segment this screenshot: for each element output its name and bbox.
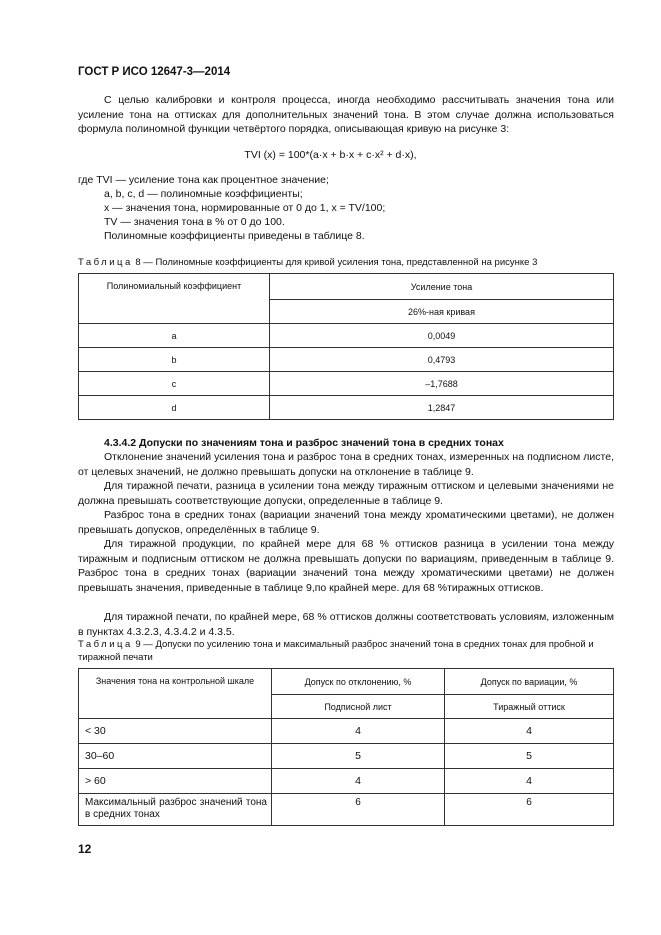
table-row bbox=[79, 769, 614, 794]
where-line: Полиномные коэффициенты приведены в таблице 8. bbox=[104, 230, 365, 242]
table9-col1-header: Значения тона на контрольной шкале bbox=[79, 669, 272, 719]
table-row bbox=[79, 348, 614, 372]
table-row bbox=[79, 744, 614, 769]
table9-row-label: Максимальный разброс значений тона в средних тонах bbox=[79, 794, 272, 826]
table8-value: 0,0049 bbox=[270, 324, 614, 348]
table8-caption-label: Таблица bbox=[78, 257, 133, 268]
section-paragraph: Для тиражной печати, разница в усилении тона между тиражным оттиском и целевыми значениями не должна превышать соответствующие допуски, определенные в таблице 9. bbox=[78, 480, 614, 507]
table-9 bbox=[78, 668, 614, 826]
table9-dev-value: 4 bbox=[272, 769, 445, 794]
table9-col3-header: Допуск по вариации, % bbox=[445, 669, 614, 695]
table8-coef: c bbox=[79, 372, 270, 396]
section-paragraph: Для тиражной продукции, по крайней мере для 68 % оттисков разница в усилении тона между тиражным и подписным оттиском не должна превышать допуски по вариациям, приведенным в таблице 9. Разброс тона в средних тонах (вариации значений тона между хроматическими цветами) не должен превышать значения, приведенные в таблице 9,по крайней мере. для 68 %тиражных оттисков. bbox=[78, 538, 614, 594]
table8-value: –1,7688 bbox=[270, 372, 614, 396]
table-8 bbox=[78, 273, 614, 420]
table-row bbox=[79, 719, 614, 744]
where-line: x — значения тона, нормированные от 0 до 1, x = TV/100; bbox=[104, 202, 386, 214]
document-header: ГОСТ Р ИСО 12647-3—2014 bbox=[78, 66, 231, 78]
table-row bbox=[79, 396, 614, 420]
table9-caption-text: 9 — Допуски по усилению тона и максимальный разброс значений тона в средних тонах для пробной и тиражной печати bbox=[78, 639, 594, 663]
table9-col2-subheader: Подписной лист bbox=[272, 695, 445, 719]
table8-caption bbox=[78, 256, 614, 269]
table8-value: 0,4793 bbox=[270, 348, 614, 372]
page-number: 12 bbox=[78, 842, 92, 856]
table8-coef: d bbox=[79, 396, 270, 420]
section-paragraph: Разброс тона в средних тонах (вариации значений тона между хроматическими цветами), не должен превышать допусков, определённых в таблице 9. bbox=[78, 509, 614, 536]
where-line: где TVI — усиление тона как процентное значение; bbox=[78, 174, 329, 186]
table9-row-label: > 60 bbox=[79, 769, 272, 794]
table9-col3-subheader: Тиражный оттиск bbox=[445, 695, 614, 719]
section-heading: 4.3.4.2 Допуски по значениям тона и разброс значений тона в средних тонах bbox=[104, 437, 504, 449]
table-row bbox=[79, 372, 614, 396]
section-paragraph: Для тиражной печати, по крайней мере, 68 % оттисков должны соответствовать условиям, изложенным в пунктах 4.3.2.3, 4.3.4.2 и 4.3.5. bbox=[78, 611, 614, 638]
table9-var-value: 4 bbox=[445, 719, 614, 744]
table9-var-value: 6 bbox=[445, 794, 614, 826]
table9-var-value: 4 bbox=[445, 769, 614, 794]
where-line: TV — значения тона в % от 0 до 100. bbox=[104, 216, 285, 228]
table9-row-label: < 30 bbox=[79, 719, 272, 744]
polynomial-formula: TVI (x) = 100*(a·x + b·x + c·x² + d·x), bbox=[244, 149, 417, 161]
table8-col2-subheader: 26%-ная кривая bbox=[270, 300, 614, 324]
table9-col2-header: Допуск по отклонению, % bbox=[272, 669, 445, 695]
table8-coef: a bbox=[79, 324, 270, 348]
table8-value: 1,2847 bbox=[270, 396, 614, 420]
intro-paragraph: С целью калибровки и контроля процесса, иногда необходимо рассчитывать значения тона или усиление тона на оттисках для дополнительных значений тона. В этом случае должна использоваться формула полиномной функции четвёртого порядка, описывающая кривую на рисунке 3: bbox=[78, 94, 614, 135]
table9-row-label: 30–60 bbox=[79, 744, 272, 769]
table9-dev-value: 4 bbox=[272, 719, 445, 744]
table9-dev-value: 5 bbox=[272, 744, 445, 769]
table9-dev-value: 6 bbox=[272, 794, 445, 826]
section-paragraph: Отклонение значений усиления тона и разброс тона в средних тонах, измеренных на подписном листе, от целевых значений, не должно превышать допуски на отклонение в таблице 9. bbox=[78, 451, 614, 478]
table8-col2-header: Усиление тона bbox=[270, 274, 614, 300]
where-line: a, b, c, d — полиномные коэффициенты; bbox=[104, 188, 303, 200]
table-row bbox=[79, 324, 614, 348]
table-row bbox=[79, 794, 614, 826]
table9-caption bbox=[78, 638, 614, 664]
table8-coef: b bbox=[79, 348, 270, 372]
table9-var-value: 5 bbox=[445, 744, 614, 769]
table8-caption-text: 8 — Полиномные коэффициенты для кривой усиления тона, представленной на рисунке 3 bbox=[132, 257, 538, 268]
table9-caption-label: Таблица bbox=[78, 639, 133, 650]
table8-col1-header: Полиномиальный коэффициент bbox=[79, 274, 270, 324]
